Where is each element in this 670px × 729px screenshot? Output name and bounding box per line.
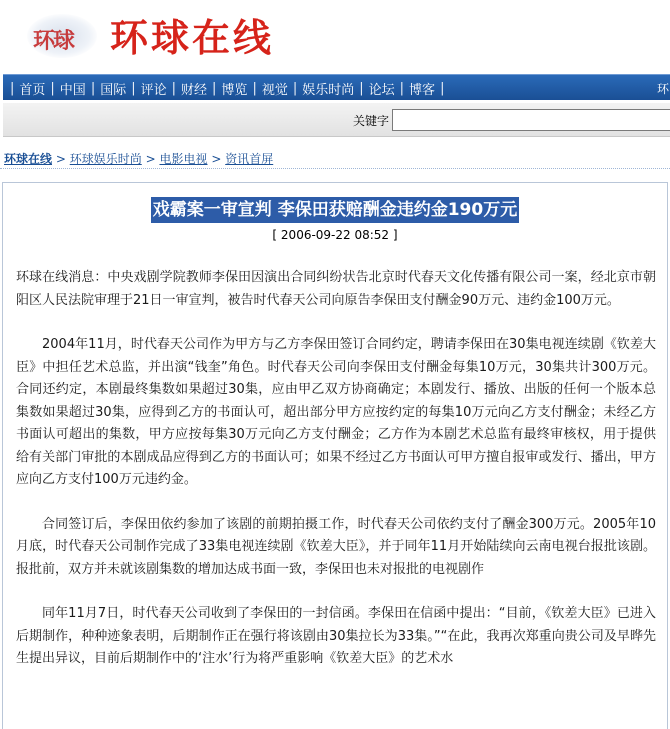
globe-logo-icon[interactable] bbox=[27, 14, 97, 58]
nav-separator: | bbox=[252, 80, 257, 96]
site-header bbox=[0, 0, 670, 72]
nav-overflow-item[interactable]: 环 bbox=[656, 81, 669, 96]
nav-separator: | bbox=[90, 80, 96, 96]
article-paragraph: 环球在线消息：中央戏剧学院教师李保田因演出合同纠纷状告北京时代春天文化传播有限公司一案，经北京市朝阳区人民法院审理于21日一审宣判，被告时代春天公司向原告李保田支付酬金90万元、违约金100万元。 bbox=[16, 270, 656, 308]
nav-items bbox=[3, 75, 670, 101]
article-paragraph: 合同签订后，李保田依约参加了该剧的前期拍摄工作，时代春天公司依约支付了酬金300万元。2005年10月底，时代春天公司制作完成了33集电视连续剧《钦差大臣》，并于同年11月开始陆续向云南电视台报批该剧。报批前，双方并未就该剧集数的增加达成书面一致，李保田也未对报批的电视剧作 bbox=[16, 516, 656, 577]
article-body bbox=[16, 267, 656, 693]
nav-separator: | bbox=[10, 80, 15, 96]
breadcrumb bbox=[4, 150, 273, 167]
nav-separator: | bbox=[440, 80, 445, 96]
breadcrumb-link-entertainment[interactable]: 环球娱乐时尚 bbox=[69, 152, 142, 166]
nav-item-2[interactable]: 国际 bbox=[100, 82, 127, 98]
breadcrumb-divider bbox=[0, 168, 670, 169]
nav-item-9[interactable]: 博客 bbox=[409, 82, 436, 98]
nav-item-7[interactable]: 娱乐时尚 bbox=[302, 82, 355, 98]
search-bar bbox=[3, 103, 670, 137]
nav-item-1[interactable]: 中国 bbox=[59, 82, 86, 98]
nav-separator: | bbox=[171, 80, 177, 96]
nav-item-3[interactable]: 评论 bbox=[140, 82, 167, 98]
article-title: 戏霸案一审宣判 李保田获赔酬金违约金190万元 bbox=[151, 197, 519, 223]
nav-item-4[interactable]: 财经 bbox=[181, 82, 208, 98]
breadcrumb-separator: > bbox=[55, 152, 66, 166]
breadcrumb-separator: > bbox=[211, 152, 222, 166]
nav-separator: | bbox=[131, 80, 136, 96]
search-label: 关键字 bbox=[353, 114, 390, 128]
nav-item-5[interactable]: 博览 bbox=[221, 82, 248, 98]
nav-separator: | bbox=[292, 80, 298, 96]
article-paragraph: 同年11月7日，时代春天公司收到了李保田的一封信函。李保田在信函中提出：“目前，《钦差大臣》已进入后期制作，种种迹象表明，后期制作正在强行将该剧由30集拉长为33集。”“在此，我再次郑重向贵公司及早晔先生提出异议，目前后期制作中的‘注水’行为将严重影响《钦差大臣》的艺术水 bbox=[16, 606, 656, 666]
search-input[interactable] bbox=[392, 109, 670, 131]
logo-emblem-text: 环球 bbox=[33, 29, 74, 54]
site-logo-text[interactable]: 环球在线 bbox=[110, 15, 275, 60]
article-paragraph: 2004年11月，时代春天公司作为甲方与乙方李保田签订合同约定，聘请李保田在30集电视连续剧《钦差大臣》中担任艺术总监，并出演“钱奎”角色。时代春天公司向李保田支付酬金每集10万元，30集共计300万元。合同还约定，本剧最终集数如果超过30集，应由甲乙双方协商确定；本剧发行、播放、出版的任何一个版本总集数如果超过30集，应得到乙方的书面认可，超出部分甲方应按约定的每集10万元向乙方支付酬金；未经乙方书面认可超出的集数，甲方应按每集30万元向乙方支付酬金；乙方作为本剧艺术总监有最终审核权，用于提供给有关部门审批的本剧成品应得到乙方的书面认可；如果不经过乙方书面认可甲方擅自报审或发行、播出，甲方应向乙方支付100万元违约金。 bbox=[16, 337, 656, 487]
breadcrumb-link-film-tv[interactable]: 电影电视 bbox=[159, 152, 208, 166]
nav-separator: | bbox=[359, 80, 364, 96]
nav-item-0[interactable]: 首页 bbox=[19, 82, 46, 98]
article-title-wrap bbox=[3, 197, 667, 223]
nav-separator: | bbox=[399, 80, 405, 96]
nav-separator: | bbox=[50, 80, 55, 96]
nav-separator: | bbox=[212, 80, 217, 96]
main-nav bbox=[3, 74, 670, 100]
breadcrumb-home-link[interactable]: 环球在线 bbox=[4, 152, 53, 166]
breadcrumb-link-news-front[interactable]: 资讯首屏 bbox=[225, 152, 274, 166]
article-panel bbox=[2, 182, 668, 729]
nav-item-6[interactable]: 视觉 bbox=[261, 82, 288, 98]
nav-item-8[interactable]: 论坛 bbox=[368, 82, 395, 98]
article-date: [ 2006-09-22 08:52 ] bbox=[272, 228, 398, 242]
breadcrumb-separator: > bbox=[145, 152, 156, 166]
